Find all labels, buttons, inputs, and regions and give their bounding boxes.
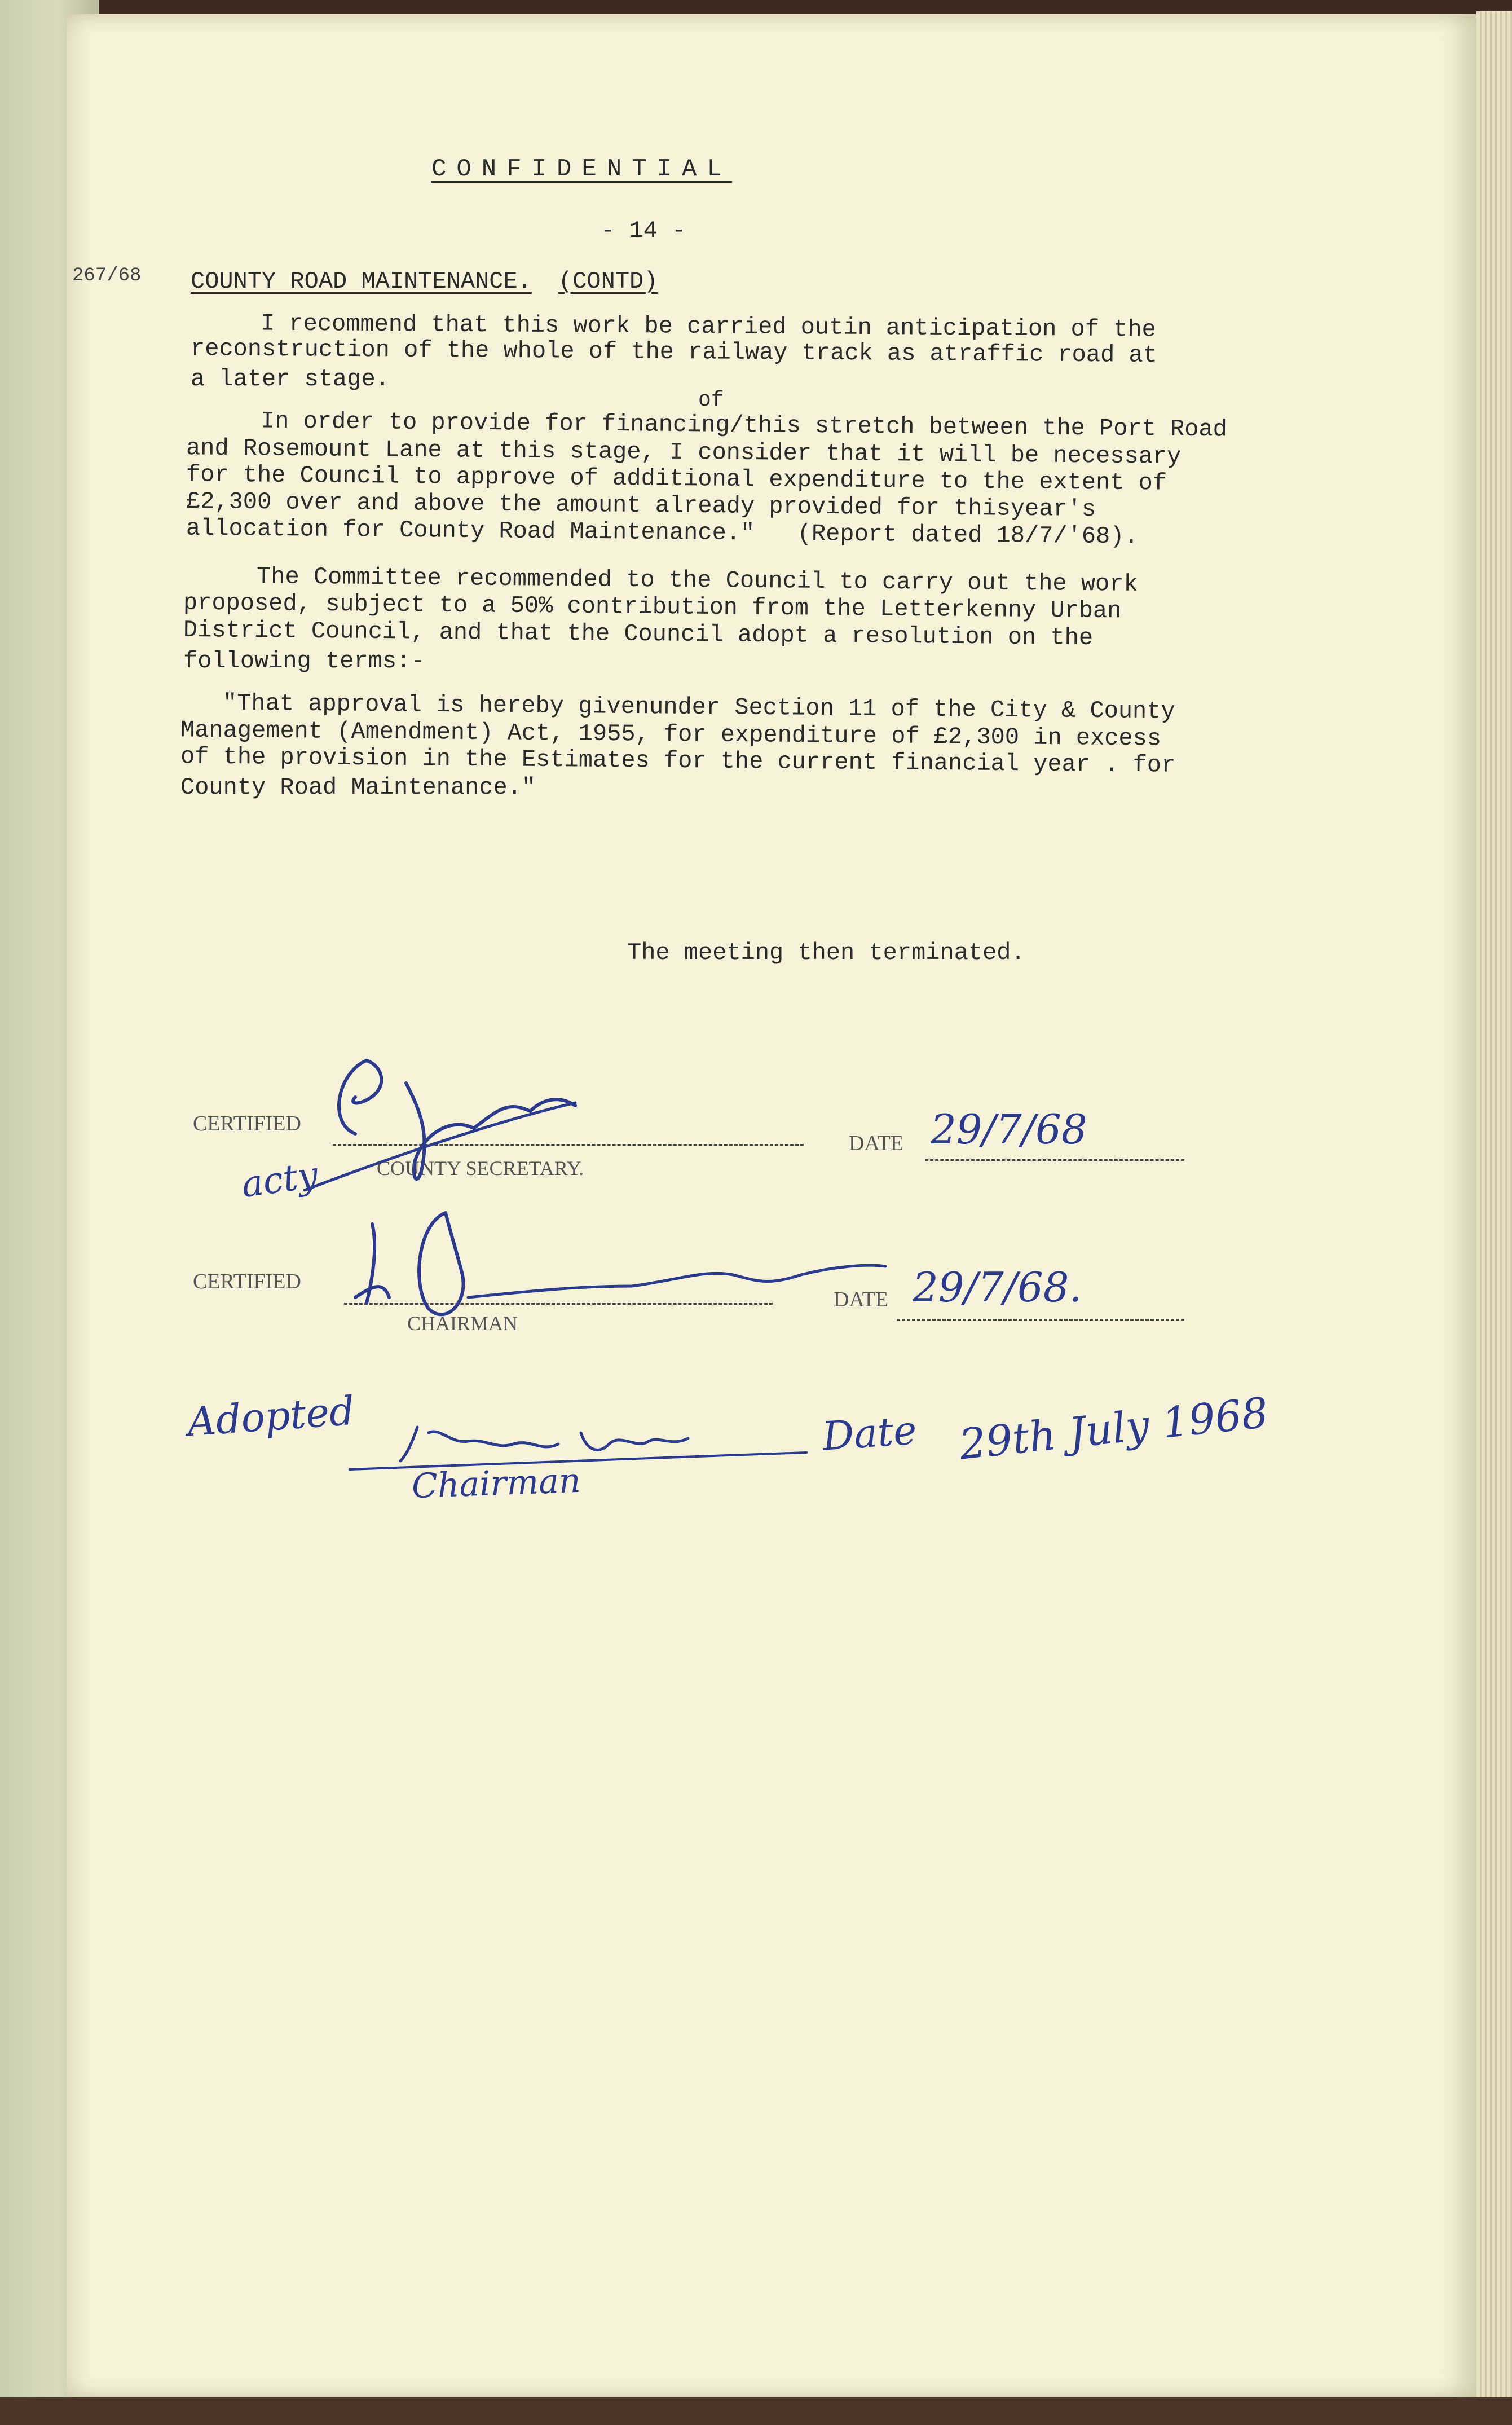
para2-line: £2,300 over and above the amount already provided for thisyear's [186,487,1096,523]
adoption-date-label: Date [821,1407,919,1460]
adoption-date: 29th July 1968 [957,1388,1271,1469]
date-line [897,1319,1184,1321]
para3-line: The Committee recommended to the Council to carry out the work [256,563,1138,598]
handwritten-date: 29/7/68. [913,1264,1082,1311]
section-contd: (CONTD) [558,268,658,295]
para1-line: I recommend that this work be carried outin anticipation of the [260,310,1157,344]
date-label: DATE [849,1132,904,1155]
secretary-signature [293,1049,609,1207]
para4-line: of the provision in the Estimates for the current financial year . for [180,743,1176,779]
para3-line: District Council, and that the Council adopt a resolution on the [183,616,1094,652]
page-number: - 14 - [601,217,686,244]
role-label: CHAIRMAN [407,1312,518,1335]
para1-line: a later stage. [191,366,390,393]
para4-line: County Road Maintenance." [180,774,536,801]
para2-line: and Rosemount Lane at this stage, I consider that it will be necessary [186,434,1182,470]
para2-line: for the Council to approve of additional expenditure to the extent of [186,461,1167,497]
date-line [925,1159,1184,1161]
handwritten-annotation: acty [239,1154,321,1207]
adopted-label: Adopted [186,1387,356,1446]
para2-line: In order to provide for financing/this stretch between the Port Road [260,407,1228,443]
insert-of: of [698,388,724,412]
handwritten-date: 29/7/68 [931,1106,1087,1153]
margin-reference: 267/68 [72,265,142,287]
para4-line: Management (Amendment) Act, 1955, for expenditure of £2,300 in excess [180,716,1162,752]
date-label: DATE [834,1288,889,1311]
certified-label: CERTIFIED [193,1112,301,1136]
binding-bottom [0,2397,1512,2425]
para3-line: proposed, subject to a 50% contribution from the Letterkenny Urban [183,589,1122,625]
para2-line: allocation for County Road Maintenance." (Report dated 18/7/'68). [186,514,1139,551]
closing-line: The meeting then terminated. [627,939,1025,966]
certified-label: CERTIFIED [193,1270,301,1293]
para4-line: "That approval is hereby givenunder Section 11 of the City & County [222,689,1175,725]
role-label: COUNTY SECRETARY. [377,1157,584,1180]
chairman-signature [338,1202,902,1331]
para1-line: reconstruction of the whole of the railway track as atraffic road at [190,335,1158,369]
section-title: COUNTY ROAD MAINTENANCE. [191,268,532,295]
page-stack-edge [1476,11,1512,2403]
confidential-heading: CONFIDENTIAL [431,155,732,183]
adoption-role: Chairman [411,1460,581,1507]
para3-line: following terms:- [183,648,425,675]
